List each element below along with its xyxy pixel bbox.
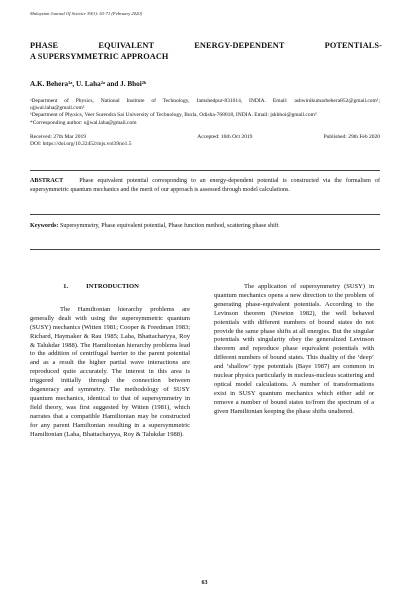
keywords-label: Keywords: [30,223,59,229]
article-dates [30,134,380,148]
affiliation-b: ᵇDepartment of Physics, Veer Surendra Sai University of Technology, Burla, Odisha-768018, INDIA. Email: jskbhoi@gmail.com³ [30,112,317,119]
divider-top [30,170,380,171]
journal-header: Malaysian Journal Of Science 39(1): 63-71 (February 2020) [30,11,143,16]
left-column [30,283,190,440]
doi-link[interactable]: DOI: https://doi.org/10.22452/mjs.vol39no1.5 [30,141,132,148]
published-date: Published: 29th Feb 2020 [323,134,380,140]
right-column-text: The application of supersymmetry (SUSY) in quantum mechanics opens a new direction to the problem of generating phase-equivalent potentials. According to the Levinson theorem (Newton 1982), the well behaved potentials with different numbers of bound states do not provide the same phase shifts at all energies. But the singular potentials with singularity obey the generalized Levinson theorem and reproduce phase equivalent potentials with different numbers of bound states. This duality of the ‘deep’ and ‘shallow’ type potentials (Baye 1987) are common in nuclear physics particularly in nucleus-nucleus scattering and optical model calculations. A number of transformations exist in SUSY quantum mechanics which either add or remove a number of bound states to/from the spectrum of a given Hamiltonian keeping the phase shifts unaltered. [214,283,374,415]
title-line-1: PHASE EQUIVALENT ENERGY-DEPENDENT POTENTIALS- [30,41,382,50]
affiliations [30,98,380,127]
page-number: 63 [201,580,208,586]
section-number: 1. [63,283,69,290]
left-column-text: The Hamiltonian hierarchy problems are generally dealt with using the supersymmetric quantum (SUSY) mechanics (Witten 1981; Cooper & Freedman 1983; Richard, Haymaker & Rau 1985; Laha, Bhattacharyya, Roy & Talukdar 1988). The Hamiltonian hierarchy problems lead to the addition of centrifugal barrier to the parent potential and as a result the higher partial wave interactions are reproduced quite accurately. The interest in this area is triggered initially through the connection between degeneracy and symmetry. The methodology of SUSY quantum mechanics, identical to that of supersymmetry in field theory, was first suggested by Witten (1981), which narrates that a compatible Hamiltonian may be constructed for any parent Hamiltonian resulting in a supersymmetric Hamiltonian (Laha, Bhattacharyya, Roy & Talukdar 1988). [30,305,190,438]
right-column [214,283,374,417]
section-heading [30,283,190,292]
abstract-label: ABSTRACT [30,178,64,184]
abstract-text: Phase equivalent potential corresponding to an energy-dependent potential is constructed via the formalism of supersymmetric quantum mechanics and the merit of our approach is assessed through model calculations. [30,178,380,193]
title-line-2: A SUPERSYMMETRIC APPROACH [30,52,169,61]
accepted-date: Accepted: 16th Oct 2019 [197,134,253,140]
paper-title [30,40,382,62]
section-title: INTRODUCTION [86,283,139,290]
keywords-text: Supersymmetry, Phase equivalent potential, Phase function method, scattering phase shift [59,223,279,229]
dates-row [30,134,380,141]
divider-middle [30,214,380,215]
abstract-block [30,177,380,195]
keywords-block [30,222,380,231]
divider-bottom [30,249,380,250]
received-date: Received: 27th Mar 2019 [30,134,87,140]
author-list: A.K. Behera¹ᵃ, U. Laha²ᵃ and J. Bhoi²ᵇ [30,80,147,88]
corresponding-author: *Corresponding author: ujjwal.laha@gmail.com [30,119,137,126]
affiliation-a: ᵃDepartment of Physics, National Institute of Technology, Jamshedpur-831014, INDIA. Email: ashwinikumarbehera852@gmail.com¹; ujjwal.laha@gmail.com² [30,98,380,112]
